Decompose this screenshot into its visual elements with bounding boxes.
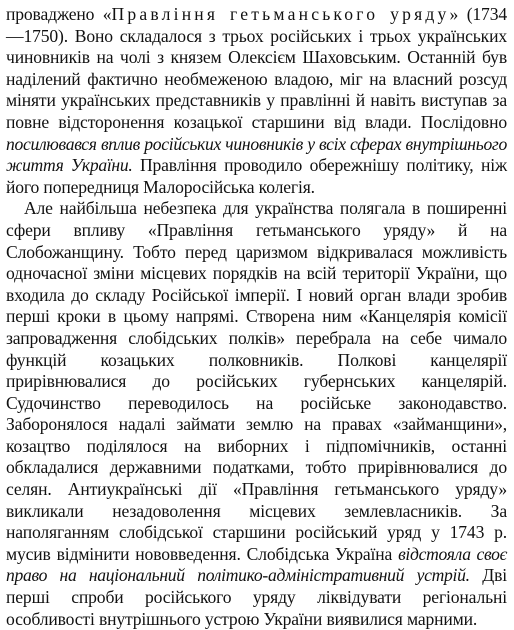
text-run: Правління проводило обережнішу політику, ніж його попередниця Малоросійська колегія. — [6, 155, 508, 197]
paragraph-2 — [6, 198, 507, 630]
paragraph-1 — [6, 4, 507, 198]
text-run: » (1734—1750). Воно складалося з трьох російських і трьох українських чиновників на чолі з князем Олексієм Шаховським. Останній був наділений фактично необмеженою владою, міг на власний розсуд міняти українських представників у правлінні й навіть виступав за повне відсторонення козацької старшини від влади. Послідовно — [6, 4, 507, 132]
text-run: Але найбільша небезпека для українства полягала в поширенні сфери впливу «Правління гетьманського уряду» й на Слобожанщину. Тобто перед царизмом відкривалася можливість одночасної зміни місцевих порядків на всій території України, що входила до складу Російської імперії. І новий орган влади зробив перші кроки в цьому напрямі. Створена ним «Канцелярія комісії запровадження слобідських полків» перебрала на себе чимало функцій козацьких полковників. Полкові канцелярії прирівнювалися до російських губернських канцелярій. Судочинство переводилось на російське законодавство. Заборонялося надалі займати землю на правах «займанщини», козацтво поділялося на виборних і підпомічників, останні обкладалися державними податками, тобто прирівнювалися до селян. Антиукраїнські дії «Правління гетьманського уряду» викликали незадоволення місцевих землевласників. За наполяганням слобідської старшини російський уряд у 1743 р. мусив відмінити нововведення. Слобідська Україна — [6, 198, 507, 564]
emphasized-title: Правління гетьманського уряду — [111, 4, 450, 24]
italic-emphasis: відстояла своє право на національний політико-адміністративний устрій. — [6, 543, 508, 586]
text-run: Дві перші спроби російського уряду ліквідувати регіональні особливості внутрішнього устрою України виявилися марними. — [6, 565, 507, 629]
text-run: провадженo « — [6, 4, 112, 24]
italic-emphasis: посилювався вплив російських чиновників у всіх сферах внутрішнього життя України. — [6, 133, 507, 176]
